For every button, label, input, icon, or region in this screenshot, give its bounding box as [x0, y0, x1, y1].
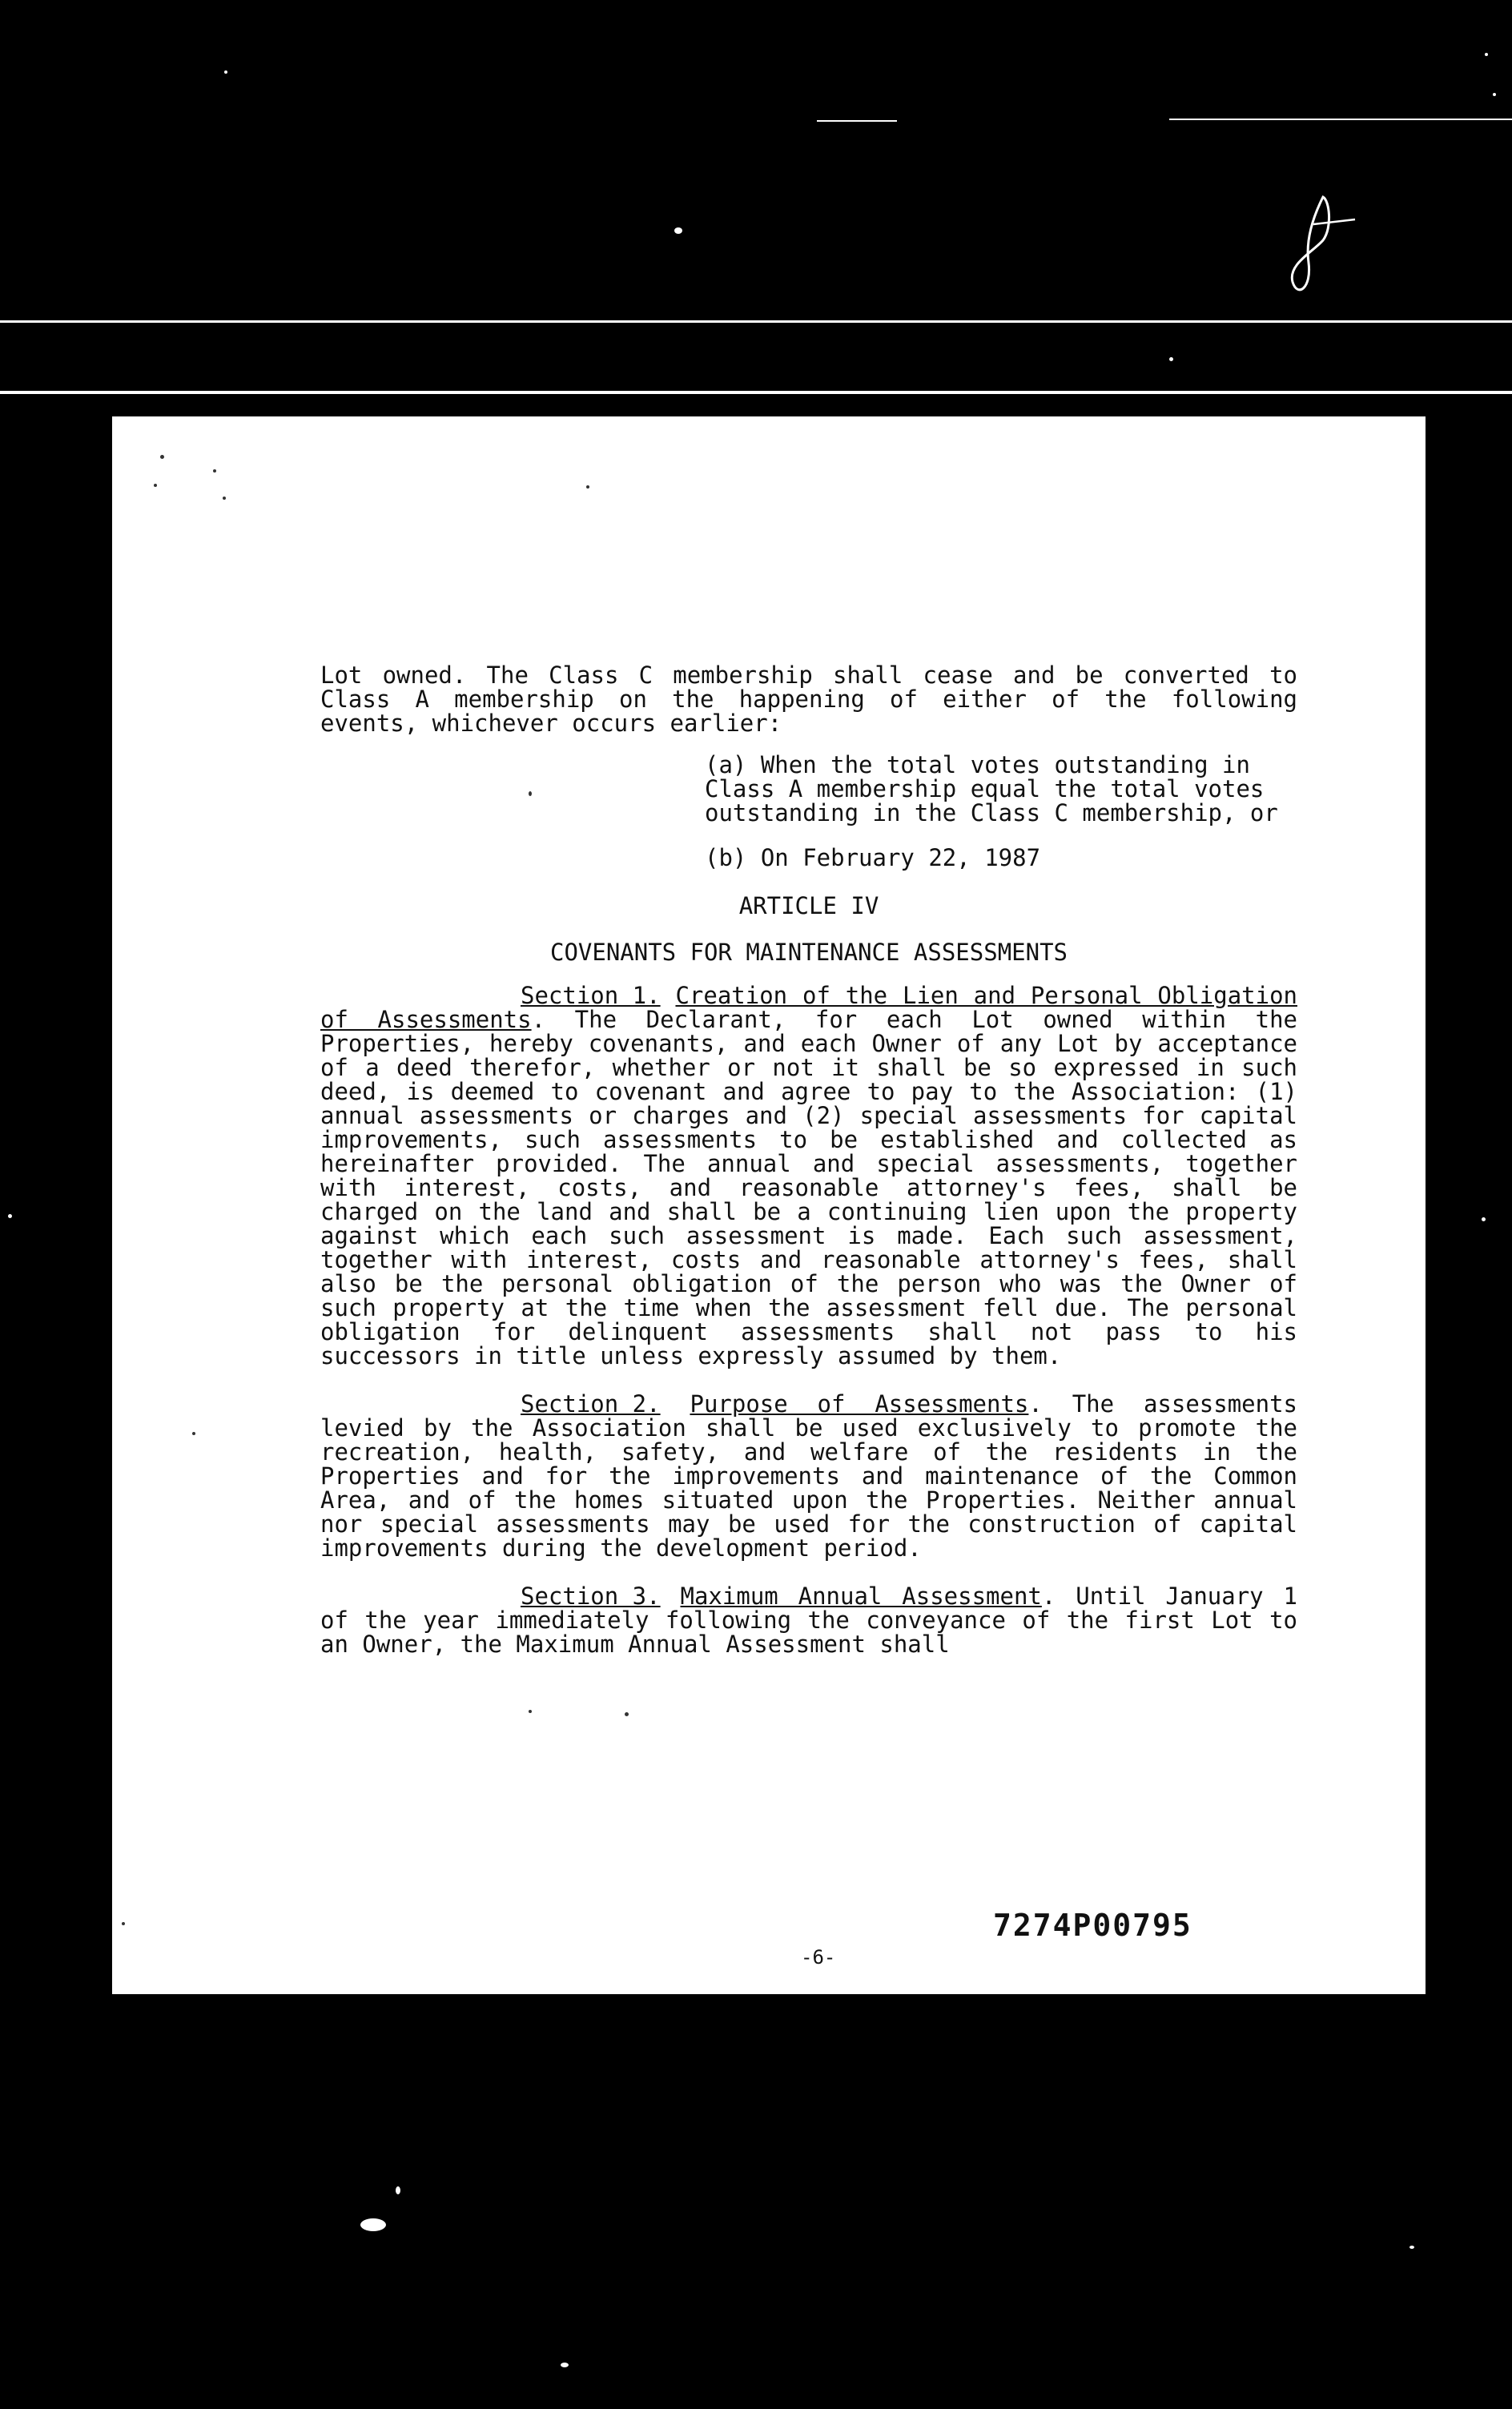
page-speck [625, 1712, 629, 1716]
scan-band-line-bottom [0, 391, 1512, 394]
page-speck [154, 484, 157, 487]
page-speck [213, 469, 216, 473]
scan-speck [1482, 1217, 1486, 1221]
page-speck [529, 1710, 532, 1713]
scan-band-line-top [0, 320, 1512, 323]
page-speck [586, 485, 589, 489]
section-3-paragraph [320, 1584, 1297, 1656]
list-item-b: (b) On February 22, 1987 [705, 844, 1041, 871]
list-item-a: (a) When the total votes outstanding in Class A membership equal the total votes outstanding in the Class C membership, or [705, 751, 1278, 826]
intro-paragraph: Lot owned. The Class C membership shall cease and be converted to Class A membership on the happening of either of the following events, whichever occurs earlier: [320, 662, 1297, 737]
scan-speck [674, 227, 682, 234]
scan-speck [1169, 357, 1173, 361]
section-1-text: . The Declarant, for each Lot owned within the Properties, hereby covenants, and each Owner of any Lot by acceptance of a deed therefor, whether or not it shall be so expressed in such deed, is deemed to covenant and agree to pay to the Association: (1) annual assessments or charges and (2) special assessments for capital improvements, such assessments to be established and collected as hereinafter provided. The annual and special assessments, together with interest, costs, and reasonable attorney's fees, shall be charged on the land and shall be a continuing lien upon the property against which each such assessment is made. Each such assessment, together with interest, costs and reasonable attorney's fees, shall also be the personal obligation of the person who was the Owner of such property at the time when the assessment fell due. The personal obligation for delinquent assessments shall not pass to his successors in title unless expressly assumed by them. [320, 1006, 1297, 1369]
section-1-label: Section 1. [521, 982, 661, 1009]
section-1-paragraph [320, 983, 1297, 1368]
section-3-text: . Until January 1 of the year immediately following the conveyance of the first Lot to an Owner, the Maximum Annual Assessment shall [320, 1583, 1297, 1658]
page-number: -6- [801, 1946, 836, 1969]
section-2-heading: Purpose of Assessments [690, 1390, 1029, 1418]
scan-speck [360, 2218, 386, 2231]
scan-speck [1493, 93, 1496, 96]
article-title: COVENANTS FOR MAINTENANCE ASSESSMENTS [549, 939, 1068, 966]
section-2-paragraph [320, 1392, 1297, 1560]
page-speck [192, 1432, 195, 1435]
section-3-label-wrap [320, 1584, 661, 1608]
document-number: 7274P00795 [993, 1908, 1192, 1943]
page-speck [160, 455, 164, 459]
scan-dash-2 [1169, 119, 1512, 120]
section-3-label: Section 3. [521, 1583, 661, 1610]
section-1-heading: Creation of the Lien and Personal Obligation of Assessments [320, 982, 1298, 1033]
document-page [112, 416, 1426, 1994]
scan-speck [1485, 53, 1488, 56]
section-2-text: . The assessments levied by the Association shall be used exclusively to promote the recreation, health, safety, and welfare of the residents in the Properties and for the improvements and maintenance of the Common Area, and of the homes situated upon the Properties. Neither annual nor special assessments may be used for the construction of capital improvements during the development period. [320, 1390, 1298, 1562]
scan-speck [1409, 2246, 1414, 2249]
article-heading: ARTICLE IV [738, 892, 879, 919]
scan-speck [396, 2186, 400, 2194]
scan-speck [561, 2363, 569, 2367]
section-2-label: Section 2. [521, 1390, 661, 1418]
section-1-label-wrap [320, 983, 661, 1007]
section-3-heading: Maximum Annual Assessment [680, 1583, 1042, 1610]
handwritten-mark [1281, 192, 1361, 304]
scan-dash-1 [817, 120, 897, 122]
page-speck [223, 497, 226, 500]
section-2-label-wrap [320, 1392, 661, 1416]
document-text [320, 663, 1297, 1680]
scan-speck [224, 70, 227, 74]
page-speck [122, 1922, 125, 1925]
scan-speck [8, 1214, 12, 1218]
